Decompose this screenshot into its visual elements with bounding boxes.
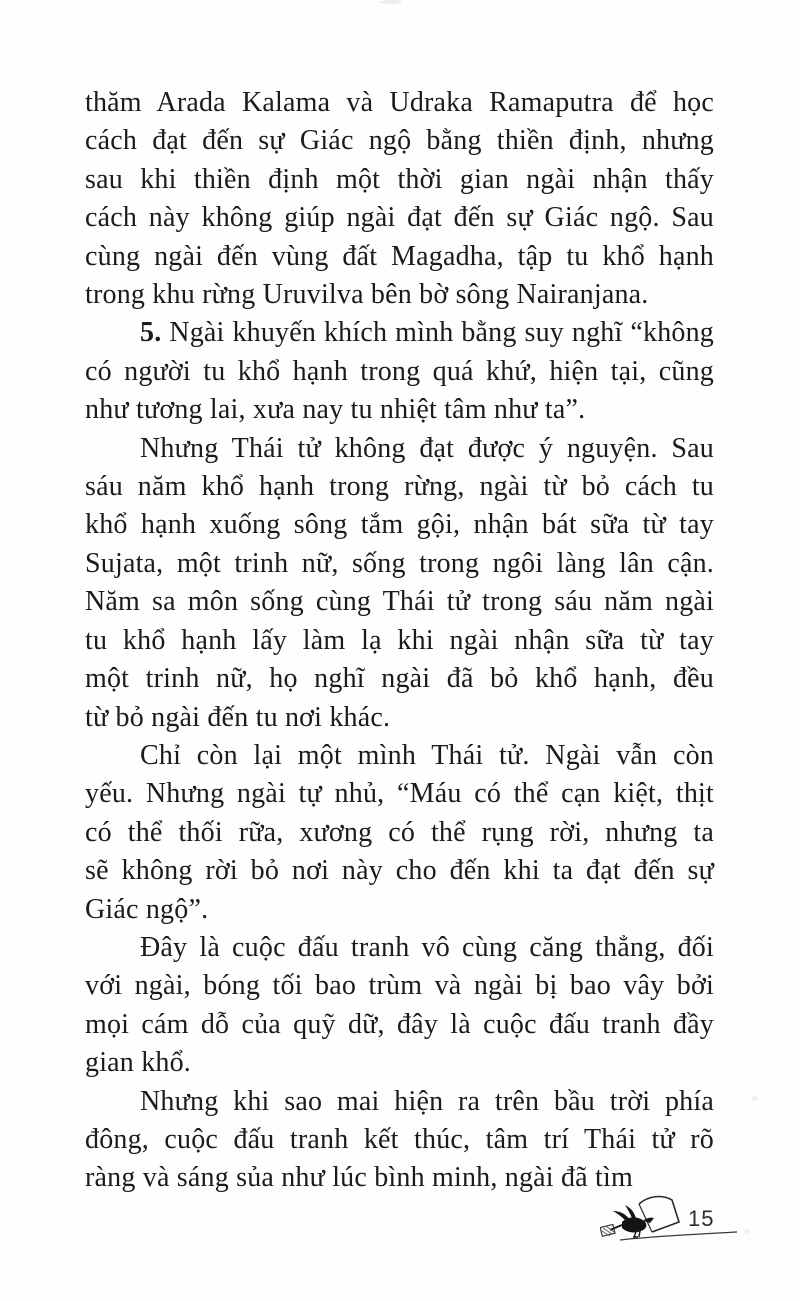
page-footer xyxy=(600,1192,760,1252)
page-number: 15 xyxy=(688,1206,715,1231)
text-line: có người tu khổ hạnh trong quá khứ, hiện tại, cũng xyxy=(85,355,714,387)
text-line: cách này không giúp ngài đạt đến sự Giác ngộ. Sau xyxy=(85,202,714,234)
paragraph xyxy=(85,314,714,429)
text-line: một trinh nữ, họ nghĩ ngài đã bỏ khổ hạnh, đều xyxy=(85,663,714,695)
paragraph xyxy=(85,737,714,929)
text-line: sáu năm khổ hạnh trong rừng, ngài từ bỏ cách tu xyxy=(85,471,714,503)
text-line: mọi cám dỗ của quỹ dữ, đây là cuộc đấu tranh đầy xyxy=(85,1008,714,1040)
text-line: sau khi thiền định một thời gian ngài nhận thấy xyxy=(85,163,714,195)
text-line: Chỉ còn lại một mình Thái tử. Ngài vẫn còn xyxy=(140,739,714,771)
bird-with-sail-vignette-icon xyxy=(600,1192,750,1250)
text-line: 5. Ngài khuyến khích mình bằng suy nghĩ “không xyxy=(140,317,714,349)
text-line: tu khổ hạnh lấy làm lạ khi ngài nhận sữa từ tay xyxy=(85,624,714,656)
text-line: Đây là cuộc đấu tranh vô cùng căng thẳng, đối xyxy=(140,931,714,963)
text-line: ràng và sáng sủa như lúc bình minh, ngài đã tìm xyxy=(85,1162,633,1194)
text-line: thăm Arada Kalama và Udraka Ramaputra để học xyxy=(85,87,714,118)
text-line: Năm sa môn sống cùng Thái tử trong sáu năm ngài xyxy=(85,586,714,618)
text-line: Nhưng khi sao mai hiện ra trên bầu trời phía xyxy=(140,1085,714,1117)
text-line: như tương lai, xưa nay tu nhiệt tâm như ta”. xyxy=(85,394,586,426)
paragraph xyxy=(85,929,714,1083)
text-line: từ bỏ ngài đến tu nơi khác. xyxy=(85,701,391,733)
text-line: với ngài, bóng tối bao trùm và ngài bị bao vây bởi xyxy=(85,970,714,1002)
text-line: Giác ngộ”. xyxy=(85,893,209,925)
paragraph xyxy=(85,84,714,314)
text-block xyxy=(85,84,714,1198)
scan-smudge xyxy=(380,0,402,4)
paragraph xyxy=(85,1083,714,1198)
text-line: đông, cuộc đấu tranh kết thúc, tâm trí Thái tử rõ xyxy=(85,1123,714,1155)
text-line: Sujata, một trinh nữ, sống trong ngôi làng lân cận. xyxy=(85,547,714,579)
paragraph xyxy=(85,430,714,737)
text-line: có thể thối rữa, xương có thể rụng rời, nhưng ta xyxy=(85,816,714,848)
text-line: yếu. Nhưng ngài tự nhủ, “Máu có thể cạn kiệt, thịt xyxy=(85,778,714,810)
text-line: sẽ không rời bỏ nơi này cho đến khi ta đạt đến sự xyxy=(85,855,714,887)
text-line: Nhưng Thái tử không đạt được ý nguyện. Sau xyxy=(140,432,714,464)
text-line: trong khu rừng Uruvilva bên bờ sông Nairanjana. xyxy=(85,279,649,311)
text-line: cách đạt đến sự Giác ngộ bằng thiền định, nhưng xyxy=(85,125,714,157)
text-line: cùng ngài đến vùng đất Magadha, tập tu khổ hạnh xyxy=(85,240,714,272)
text-line: gian khổ. xyxy=(85,1047,192,1079)
scan-speck xyxy=(751,1096,758,1101)
text-line: khổ hạnh xuống sông tắm gội, nhận bát sữa từ tay xyxy=(85,509,714,541)
